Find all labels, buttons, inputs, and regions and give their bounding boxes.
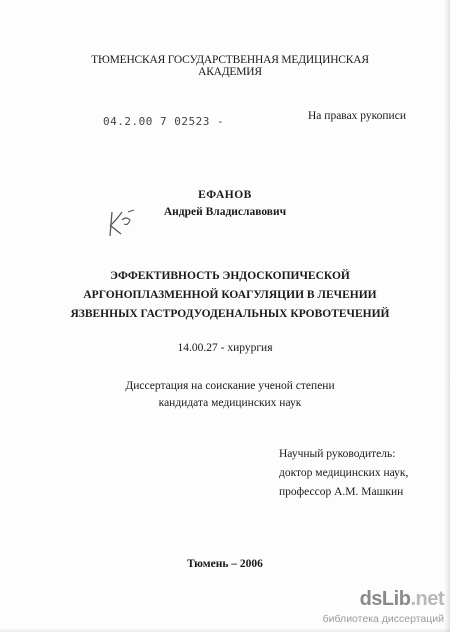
page-edge-shadow xyxy=(444,0,450,632)
institution-name: ТЮМЕНСКАЯ ГОСУДАРСТВЕННАЯ МЕДИЦИНСКАЯ АКАДЕМИЯ xyxy=(91,54,369,78)
degree-line: Диссертация на соискание ученой степени xyxy=(125,380,335,392)
supervisor-line: профессор А.М. Машкин xyxy=(279,486,404,498)
author-first-names: Андрей Владиславович xyxy=(163,206,287,218)
supervisor-block xyxy=(279,445,444,502)
page-edge-shadow-bottom xyxy=(0,628,450,632)
title-line: ЭФФЕКТИВНОСТЬ ЭНДОСКОПИЧЕСКОЙ xyxy=(110,270,350,282)
degree-statement xyxy=(80,378,380,412)
degree-line: кандидата медицинских наук xyxy=(158,397,302,409)
dissertation-title xyxy=(60,267,400,324)
supervisor-line: доктор медицинских наук, xyxy=(279,467,409,479)
watermark-logo xyxy=(360,588,444,611)
author-last-name: ЕФАНОВ xyxy=(198,189,252,201)
registration-number: 04.2.00 7 02523 - xyxy=(103,115,225,128)
watermark-logo-main: dsLib xyxy=(359,588,411,610)
supervisor-line: Научный руководитель: xyxy=(279,448,396,460)
watermark-logo-suffix: .net xyxy=(410,588,444,610)
city-year: Тюмень – 2006 xyxy=(187,558,263,570)
specialty-code: 14.00.27 - хирургия xyxy=(177,342,273,354)
manuscript-note: На правах рукописи xyxy=(308,110,406,122)
title-line: ЯЗВЕННЫХ ГАСТРОДУОДЕНАЛЬНЫХ КРОВОТЕЧЕНИЙ xyxy=(70,308,390,320)
watermark-tagline: библиотека диссертаций xyxy=(322,613,444,625)
dslib-watermark xyxy=(322,588,448,628)
title-line: АРГОНОПЛАЗМЕННОЙ КОАГУЛЯЦИИ В ЛЕЧЕНИИ xyxy=(83,289,377,301)
